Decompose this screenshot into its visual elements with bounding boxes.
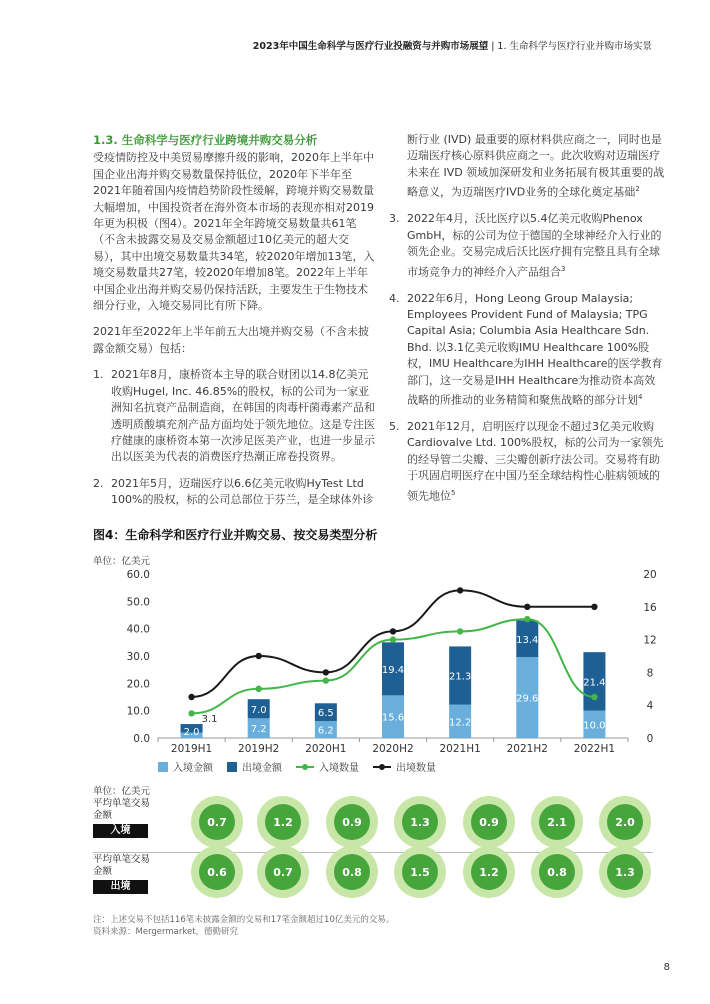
inbound-count-point bbox=[256, 686, 262, 692]
inbound-count-point bbox=[591, 694, 597, 700]
list-item bbox=[93, 367, 375, 465]
deal-list bbox=[93, 367, 375, 508]
source-text: 资料来源：Mergermarket，德勤研究 bbox=[93, 927, 239, 937]
chart-legend bbox=[158, 759, 436, 774]
y-left-tick: 30.0 bbox=[126, 651, 150, 663]
avg-value-circle bbox=[531, 796, 583, 848]
section-heading: 1.3. 生命科学与医疗行业跨境并购交易分析 bbox=[93, 133, 318, 147]
row-tag: 出境 bbox=[93, 880, 148, 894]
figure-notes bbox=[93, 914, 394, 938]
bar-inbound-label: 6.2 bbox=[317, 725, 334, 737]
avg-value-circle bbox=[326, 846, 378, 898]
avg-value: 0.9 bbox=[334, 804, 370, 840]
avg-value-circle bbox=[599, 846, 651, 898]
avg-value: 0.9 bbox=[471, 804, 507, 840]
bar-outbound-label: 6.5 bbox=[317, 708, 334, 720]
chart-unit: 单位：亿美元 bbox=[93, 556, 151, 567]
avg-value-circle bbox=[326, 796, 378, 848]
avg-value: 1.3 bbox=[607, 854, 643, 890]
inbound-count-point bbox=[323, 677, 329, 683]
outbound-count-point bbox=[457, 587, 463, 593]
avg-value: 1.2 bbox=[265, 804, 301, 840]
bar-outbound-label: 21.3 bbox=[449, 671, 472, 683]
section-title: 1. 生命科学与医疗行业并购市场实景 bbox=[497, 41, 652, 52]
page-header: 2023年中国生命科学与医疗行业投融资与并购市场展望 | 1. 生命科学与医疗行业并购市场实景 bbox=[252, 41, 652, 52]
outbound-count-point bbox=[188, 694, 194, 700]
bar-inbound-label: 2.0 bbox=[183, 727, 200, 738]
y-left-tick: 40.0 bbox=[126, 623, 150, 636]
outbound-count-point bbox=[524, 604, 530, 610]
legend-label: 出境数量 bbox=[396, 763, 436, 774]
y-left-tick: 10.0 bbox=[126, 705, 150, 718]
avg-value: 0.8 bbox=[334, 854, 370, 890]
x-tick-label: 2021H1 bbox=[439, 743, 481, 755]
combo-chart bbox=[0, 562, 710, 762]
list-item bbox=[389, 419, 665, 505]
y-right-tick: 12 bbox=[643, 634, 657, 647]
footnote-ref: 2 bbox=[635, 185, 640, 194]
legend-swatch bbox=[158, 762, 168, 772]
avg-value: 0.7 bbox=[199, 804, 235, 840]
doc-title: 2023年中国生命科学与医疗行业投融资与并购市场展望 bbox=[252, 41, 489, 52]
avg-value-circle bbox=[463, 796, 515, 848]
avg-value: 0.7 bbox=[265, 854, 301, 890]
circles-unit: 单位：亿美元 bbox=[93, 786, 151, 797]
legend-label: 入境金额 bbox=[173, 763, 213, 774]
bar-inbound-label: 29.6 bbox=[516, 693, 539, 705]
avg-value: 2.0 bbox=[607, 804, 643, 840]
avg-value: 0.6 bbox=[199, 854, 235, 890]
avg-value-circle bbox=[191, 796, 243, 848]
avg-value-circle bbox=[257, 796, 309, 848]
footnote-ref: 4 bbox=[638, 393, 643, 401]
list-item bbox=[93, 476, 375, 509]
y-right-tick: 0 bbox=[646, 733, 654, 745]
legend-item bbox=[227, 759, 282, 774]
avg-value: 2.1 bbox=[539, 804, 575, 840]
figure-title: 图4：生命科学和医疗行业并购交易、按交易类型分析 bbox=[93, 528, 378, 542]
avg-value-circle bbox=[599, 796, 651, 848]
avg-value: 0.8 bbox=[539, 854, 575, 890]
list-number: 5. bbox=[389, 420, 400, 434]
para-text: 断行业 (IVD) 最重要的原材料供应商之一，同时也是迈瑞医疗核心原料供应商之一。此次收购对迈瑞医疗未来在 IVD 领域加深研发和业务拓展有极其重要的战略意义，为迈瑞医疗IVD业务的全球化奠定基础 bbox=[407, 133, 665, 199]
bar-inbound-label: 10.0 bbox=[583, 720, 606, 732]
bar-outbound-label: 13.4 bbox=[516, 634, 539, 646]
bar-inbound-label: 12.2 bbox=[449, 717, 472, 729]
avg-value-circle bbox=[394, 796, 446, 848]
list-item bbox=[389, 291, 665, 410]
avg-inbound-row bbox=[93, 796, 653, 852]
outbound-count-point bbox=[591, 604, 597, 610]
row-label-line: 金额 bbox=[93, 810, 113, 821]
right-column bbox=[389, 132, 665, 515]
x-tick-label: 2020H1 bbox=[305, 743, 347, 755]
page-number: 8 bbox=[663, 962, 670, 973]
legend-swatch bbox=[227, 762, 237, 772]
bar-outbound-label: 21.4 bbox=[583, 677, 606, 689]
list-text: 2021年12月，启明医疗以现金不超过3亿美元收购Cardiovalve Ltd. 100%股权，标的公司为一家领先的经导管二尖瓣、三尖瓣创新疗法公司。交易将有助于巩固启明医疗在中国乃至全球结构性心脏病领域的领先地位 bbox=[407, 420, 664, 503]
legend-line-icon bbox=[373, 762, 391, 772]
row-label bbox=[93, 798, 150, 838]
bar-outbound-label: 7.0 bbox=[250, 704, 267, 716]
y-right-tick: 16 bbox=[643, 601, 657, 614]
y-right-tick: 4 bbox=[646, 700, 654, 713]
y-left-tick: 50.0 bbox=[126, 596, 150, 609]
avg-value: 1.2 bbox=[471, 854, 507, 890]
avg-value: 1.3 bbox=[402, 804, 438, 840]
x-tick-label: 2019H2 bbox=[238, 743, 280, 755]
outbound-count-point bbox=[256, 653, 262, 659]
list-text: 2022年4月，沃比医疗以5.4亿美元收购Phenox GmbH，标的公司为位于德国的全球神经介入行业的领先企业。交易完成后沃比医疗拥有完整且具有全球市场竞争力的神经介入产品组合 bbox=[407, 212, 662, 279]
outbound-count-point bbox=[390, 628, 396, 634]
list-text: 2021年5月，迈瑞医疗以6.6亿美元收购HyTest Ltd 100%的股权，标的公司总部位于芬兰，是全球体外诊 bbox=[111, 476, 374, 507]
list-number: 2. bbox=[93, 476, 104, 490]
footnote-ref: 5 bbox=[451, 488, 456, 497]
avg-outbound-row bbox=[93, 846, 653, 902]
inbound-count-point bbox=[457, 628, 463, 634]
avg-value-circle bbox=[394, 846, 446, 898]
legend-line-icon bbox=[296, 762, 314, 772]
note-text: 注：上述交易不包括116笔未披露金额的交易和17笔金额超过10亿美元的交易。 bbox=[93, 915, 395, 925]
row-label bbox=[93, 854, 150, 894]
bar-outbound-label: 3.1 bbox=[201, 714, 218, 726]
body-paragraph bbox=[389, 132, 665, 201]
avg-value-circle bbox=[463, 846, 515, 898]
inbound-count-point bbox=[524, 616, 530, 622]
avg-value-circle bbox=[191, 846, 243, 898]
left-column bbox=[93, 132, 375, 519]
deal-list bbox=[389, 211, 665, 504]
legend-item bbox=[158, 759, 213, 774]
footnote-ref: 3 bbox=[561, 264, 566, 273]
x-tick-label: 2019H1 bbox=[170, 743, 213, 755]
bar-inbound-label: 7.2 bbox=[250, 724, 267, 736]
y-left-tick: 20.0 bbox=[126, 678, 150, 691]
list-text: 2021年8月，康桥资本主导的联合财团以14.8亿美元收购Hugel, Inc. 46.85%的股权，标的公司为一家亚洲知名抗衰产品制造商，在韩国的肉毒杆菌毒素产品和透明质酸填充剂产品方面均处于领先地位。这是专注医疗健康的康桥资本第一次涉足医美产业，也进一步显示出以医美为代表的消费医疗热潮正席卷投资界。 bbox=[111, 368, 375, 464]
legend-label: 入境数量 bbox=[319, 763, 359, 774]
list-number: 4. bbox=[389, 291, 400, 305]
list-item bbox=[389, 211, 665, 280]
legend-item bbox=[373, 759, 436, 774]
y-left-tick: 0.0 bbox=[133, 733, 150, 745]
y-right-tick: 20 bbox=[643, 569, 657, 581]
body-paragraph: 受疫情防控及中美贸易摩擦升级的影响，2020年上半年中国企业出海并购交易数量保持低位，2020年下半年至2021年随着国内疫情趋势阶段性缓解，跨境并购交易数量大幅增加，中国投资者在海外资本市场的表现亦相对2019年更为积极（图4）。2021年全年跨境交易数量共61笔（不含未披露交易及交易金额超过10亿美元的超大交易），其中出境交易数量共34笔，较2020年增加13笔，入境交易数量共27笔，较2020年增加8笔。2022年上半年中国企业出海并购交易仍保持活跃，主要发生于生物技术细分行业，入境交易同比有所下降。 bbox=[93, 151, 375, 313]
y-left-tick: 60.0 bbox=[126, 569, 150, 581]
y-right-tick: 8 bbox=[646, 667, 654, 680]
x-tick-label: 2021H2 bbox=[506, 743, 548, 755]
bar-outbound-label: 19.4 bbox=[381, 664, 405, 676]
list-number: 1. bbox=[93, 368, 104, 382]
x-tick-label: 2022H1 bbox=[573, 743, 616, 755]
legend-label: 出境金额 bbox=[242, 763, 282, 774]
outbound-count-point bbox=[323, 669, 329, 675]
legend-item bbox=[296, 759, 359, 774]
avg-value-circle bbox=[531, 846, 583, 898]
inbound-count-point bbox=[390, 636, 396, 642]
list-text: 2022年6月，Hong Leong Group Malaysia; Employees Provident Fund of Malaysia; TPG Capital Asia; Columbia Asia Healthcare Sdn. Bhd. 以3.1亿美元收购IMU Healthcare 100%股权，IMU Healthcare为IHH Healthcare的医学教育部门，这一交易是IHH Healthcare为推动资本高效战略的所推动的业务精简和聚焦战略的部分计划 bbox=[407, 291, 663, 407]
row-tag: 入境 bbox=[93, 824, 148, 838]
avg-value: 1.5 bbox=[402, 854, 438, 890]
list-number: 3. bbox=[389, 212, 400, 226]
x-tick-label: 2020H2 bbox=[372, 743, 414, 755]
row-label-line: 金额 bbox=[93, 866, 113, 877]
inbound-count-point bbox=[188, 710, 194, 716]
row-label-line: 平均单笔交易 bbox=[93, 854, 151, 865]
avg-value-circle bbox=[257, 846, 309, 898]
row-label-line: 平均单笔交易 bbox=[93, 798, 151, 809]
body-paragraph: 2021年至2022年上半年前五大出境并购交易（不含未披露金额交易）包括： bbox=[93, 325, 369, 355]
bar-inbound-label: 15.6 bbox=[381, 712, 405, 724]
